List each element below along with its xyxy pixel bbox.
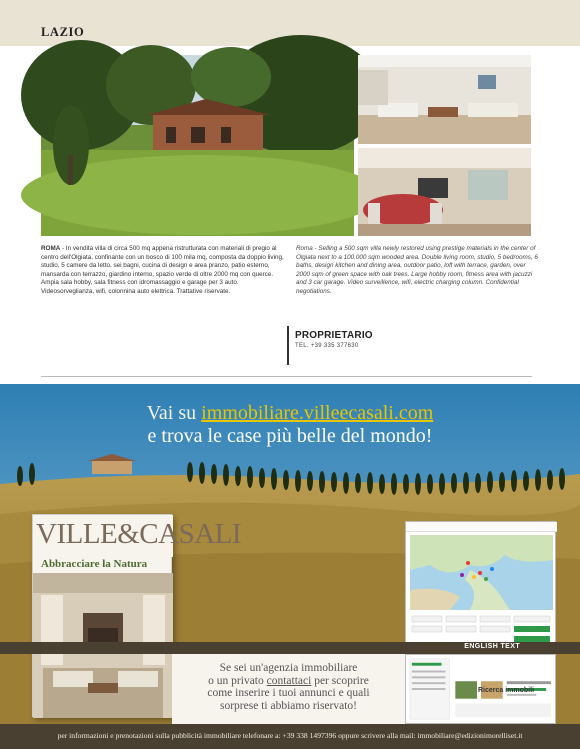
- description-italian-text: - In vendita villa di circa 500 mq appena ristrutturata con materiali di pregio al centro dell'Olgiata, confinante con un bosco di 100 mila mq, composta da doppio living, studio, 5 camere da letto, sei bagni, cucina di design e area pranzo, patio esterno, mansarda con terrazzo, giardino interno, spazio verde di oltre 2000 mq con querce. Ampia sala hobby, sala fitness con idromassaggio e garage per 3 auto. Videosorveglianza, wifi, colonnina auto elettrica. Trattative riservate.: [41, 245, 284, 295]
- cta-line-4: sorprese ti abbiamo riservato!: [220, 699, 357, 712]
- map-image: [410, 535, 553, 610]
- ad-website-link[interactable]: immobiliare.villeecasali.com: [201, 402, 434, 424]
- owner-title: PROPRIETARIO: [295, 330, 373, 341]
- advertisement: [0, 384, 580, 724]
- cta-line-2: [172, 675, 405, 688]
- cta-line-1: Se sei un'agenzia immobiliare: [219, 662, 358, 674]
- dining-room-photo: [358, 148, 531, 236]
- ad-headline-prefix: Vai su: [146, 402, 202, 424]
- villa-garden-photo: [41, 55, 354, 236]
- cta-line-3: come inserire i tuoi annunci e quali: [207, 687, 370, 699]
- website-nav-bar: [406, 522, 557, 532]
- section-divider: [41, 376, 532, 377]
- ad-headline: [0, 402, 580, 424]
- owner-accent-bar: [287, 326, 289, 365]
- owner-phone[interactable]: TEL. +39 335 377630: [295, 343, 359, 349]
- description-english: Roma - Selling a 500 sqm villa newly restored using prestige materials in the center of Olgiata next to a 100.000 sqm wooded area. Double living room, studio, 5 bedrooms, 6 baths, design kitchen and dining area, outdoor patio, loft with terrace, garden, over 2000 sqm of green space with oak trees. Large hobby room, fitness area with jacuzzi and 3 car garage. Video surveillence, wifi, electric charging column. Confidential negotiations.: [296, 245, 538, 295]
- description-italian: [41, 245, 286, 297]
- english-text-label[interactable]: ENGLISH TEXT: [464, 643, 520, 650]
- city-label: ROMA: [41, 245, 61, 252]
- cta-line-2a: o un privato: [208, 674, 267, 687]
- website-screenshot-map: [405, 521, 556, 651]
- cta-line-2c: per scoprire: [311, 674, 369, 687]
- site-section-title: Ricerca immobili: [478, 687, 535, 694]
- footer-contact-text: per informazioni e prenotazioni sulla pubblicità immobiliare telefonare a: +39 338 1497396 oppure scrivere alla mail: immobiliare@edizionimorelliset.it: [57, 731, 523, 740]
- region-label: LAZIO: [41, 25, 85, 39]
- magazine-logo: VILLE&CASALI: [36, 518, 242, 550]
- living-room-photo: [358, 55, 531, 144]
- contact-link[interactable]: contattaci: [266, 674, 312, 687]
- magazine-subtitle: Abbracciare la Natura: [41, 558, 148, 570]
- ad-subheadline: e trova le case più belle del mondo!: [147, 425, 433, 447]
- cta-text: [172, 662, 405, 712]
